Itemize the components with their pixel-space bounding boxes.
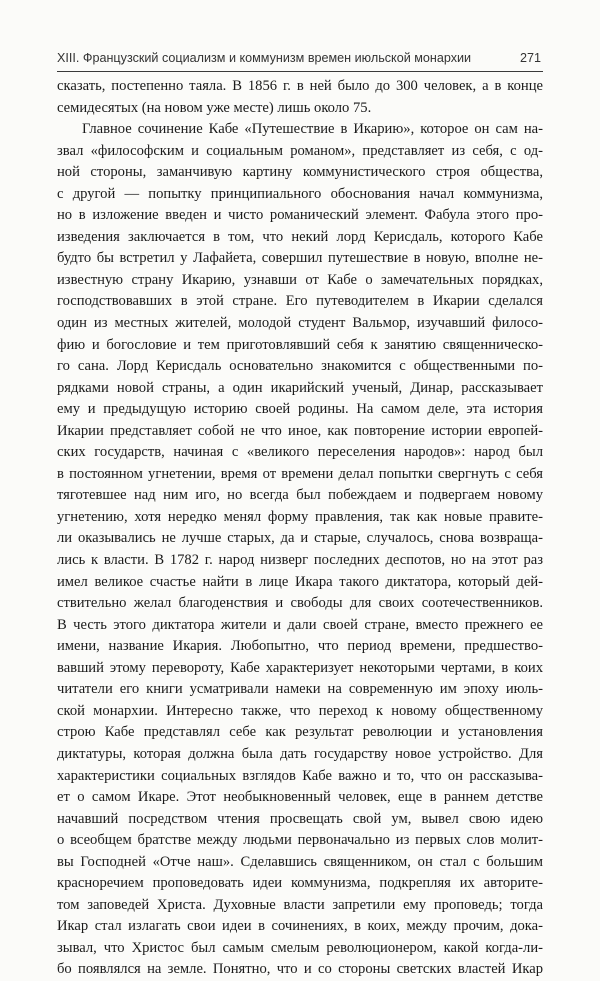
text-line: о всеобщем братстве между людьми первоначально из первых слов молит- — [57, 832, 543, 849]
text-line: Икар стал излагать свои идеи в сочинениях, в коих, между прочим, дока- — [57, 918, 543, 935]
text-line: вы Господней «Отче наш». Сделавшись священником, он стал с большим — [57, 853, 543, 870]
text-line: красноречием проповедовать идеи коммунизма, подкрепляя их авторите- — [57, 875, 543, 892]
text-line: вавший этому перевороту, Кабе характеризует некоторыми чертами, в коих — [57, 659, 543, 676]
text-line: рядками новой страны, а один икарийский ученый, Динар, рассказывает — [57, 379, 543, 396]
text-line: строю Кабе представлял себе как результат революции и установления — [57, 724, 543, 741]
text-line: известную страну Икарию, узнавши от Кабе о замечательных порядках, — [57, 271, 543, 288]
text-line: один из местных жителей, молодой студент Вальмор, изучавший филосо- — [57, 315, 543, 332]
text-line: тяготевшее над ним иго, но всегда был побеждаем и подвергаем новому — [57, 487, 543, 504]
text-line: ской монархии. Интересно также, что переход к новому общественному — [57, 702, 543, 719]
text-line: семидесятых (на новом уже месте) лишь около 75. — [57, 99, 372, 116]
text-line: том заповедей Христа. Духовные власти запретили ему проповедь; тогда — [57, 896, 543, 913]
text-line: В честь этого диктатора жители и дали своей стране, вместо прежнего ее — [57, 616, 543, 633]
text-line: Икарии представляет собой не что иное, как повторение истории европей- — [57, 422, 543, 439]
running-header — [57, 51, 543, 73]
text-line: но в изложение введен и чисто романический элемент. Фабула этого про- — [57, 207, 543, 224]
text-line: ной стороны, заманчивую картину коммунистического строя общества, — [57, 164, 543, 181]
text-line: характеристики социальных взглядов Кабе важно и то, что он рассказыва- — [57, 767, 543, 784]
text-line: имени, название Икария. Любопытно, что период времени, предшество- — [57, 638, 543, 655]
text-line: диктатуры, которая должна была дать государству новое устройство. Для — [57, 745, 543, 762]
text-line: начавший посредством чтения просвещать свой ум, вывел свою идею — [57, 810, 543, 827]
text-line: изведения заключается в том, что некий лорд Керисдаль, которого Кабе — [57, 228, 543, 245]
text-line: звал «философским и социальным романом», представляет из себя, с од- — [57, 142, 543, 159]
text-line: бо появлялся на земле. Понятно, что и со стороны светских властей Икар — [57, 961, 543, 978]
header-rule — [57, 71, 543, 72]
text-line: ских государств, начиная с «великого переселения народов»: народ был — [57, 444, 543, 461]
text-line: Главное сочинение Кабе «Путешествие в Икарию», которое он сам на- — [82, 121, 543, 138]
text-line: зывал, что Христос был самым смелым революционером, какой когда-ли- — [57, 939, 543, 956]
body-text — [57, 76, 543, 981]
text-line: читатели его книги усматривали намеки на современную им эпоху июль- — [57, 681, 543, 698]
text-line: фию и богословие и тем приготовлявший себя к занятию священническо- — [57, 336, 543, 353]
text-line: сказать, постепенно таяла. В 1856 г. в ней было до 300 человек, а в конце — [57, 78, 543, 94]
text-line: в постоянном угнетении, время от времени делал попытки свергнуть с себя — [57, 465, 543, 482]
text-line: ет о самом Икаре. Этот необыкновенный человек, еще в раннем детстве — [57, 789, 543, 806]
text-line: го сана. Лорд Керисдаль основательно знакомится с общественными по- — [57, 358, 543, 375]
text-line: с другой — попытку принципиального обоснования начал коммунизма, — [57, 185, 543, 202]
text-line: лись к власти. В 1782 г. народ низверг последних деспотов, но на этот раз — [57, 552, 543, 569]
text-line: будто бы встретил у Лафайета, совершил путешествие в новую, вполне не- — [57, 250, 543, 267]
page-number: 271 — [519, 51, 541, 65]
text-line: ли оказывались не лучше старых, да и старые, случалось, снова возвраща- — [57, 530, 543, 547]
chapter-title: XIII. Французский социализм и коммунизм времен июльской монархии — [57, 51, 472, 65]
text-line: имел великое счастье найти в лице Икара такого диктатора, который дей- — [57, 573, 543, 590]
text-line: ему и предыдущую историю своей родины. На самом деле, эта история — [57, 401, 543, 418]
text-line: угнетению, хотя нередко менял форму правления, так как новые правите- — [57, 508, 543, 525]
text-line: ствительно желал благоденствия и свободы для своих соотечественников. — [57, 595, 543, 612]
text-line: господствовавших в этой стране. Его путеводителем в Икарии сделался — [57, 293, 543, 310]
